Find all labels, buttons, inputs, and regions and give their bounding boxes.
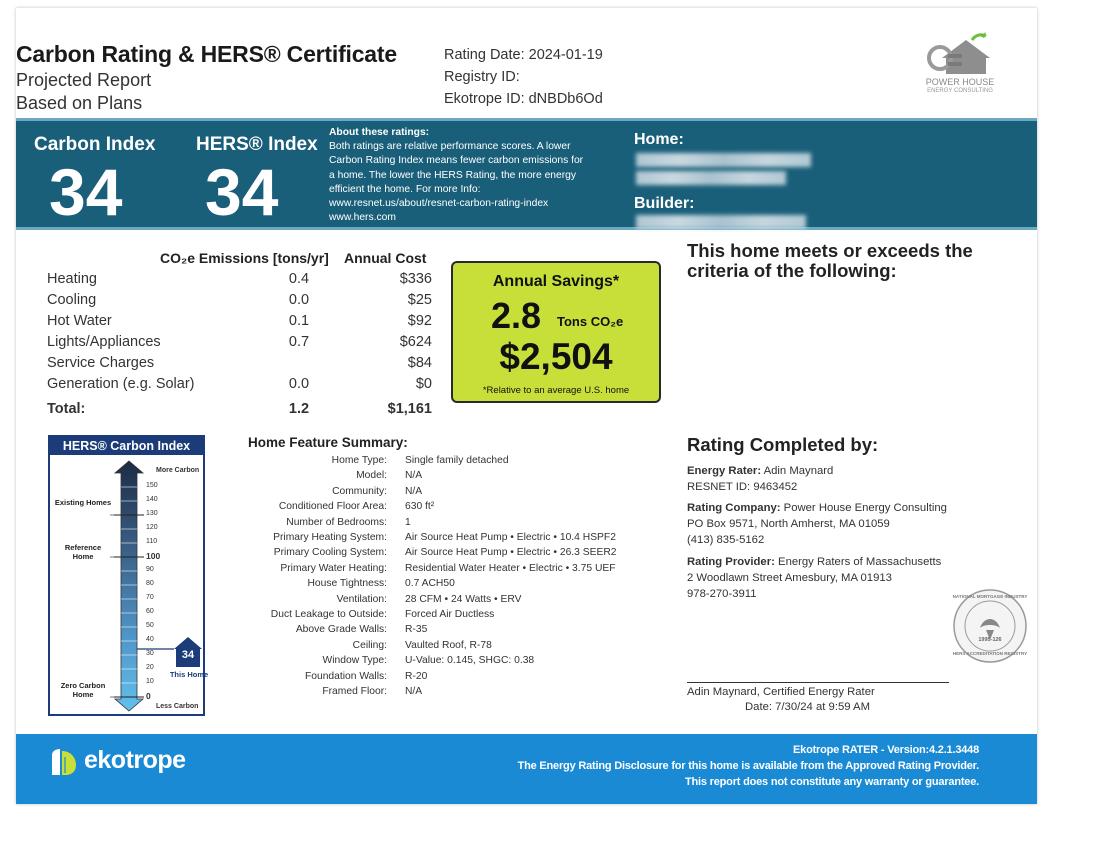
rater-version: Ekotrope RATER - Version:4.2.1.3448 [793, 744, 979, 756]
gauge-tick: 60 [146, 608, 154, 615]
about-title: About these ratings: [329, 127, 430, 138]
gauge-more-carbon: More Carbon [156, 467, 200, 474]
row-label: Lights/Appliances [47, 334, 161, 350]
feature-value: R-35 [405, 624, 428, 636]
gauge-tick: 20 [146, 664, 154, 671]
certificate-page [16, 8, 1037, 804]
feature-value: Air Source Heat Pump • Electric • 10.4 HSPF2 [405, 532, 616, 543]
gauge-title: HERS® Carbon Index [50, 437, 203, 455]
feature-key: Ventilation: [336, 593, 387, 605]
feature-key: Model: [356, 470, 387, 482]
report-type: Projected Report [16, 70, 152, 90]
carbon-index-value: 34 [49, 155, 123, 229]
signature-date: Date: 7/30/24 at 9:59 AM [745, 701, 870, 713]
rating-company-line [687, 502, 947, 514]
gauge-tick: 30 [146, 650, 154, 657]
feature-value: Vaulted Roof, R-78 [405, 639, 492, 651]
row-tons: 0.0 [288, 292, 310, 308]
gauge-tick: 10 [146, 678, 154, 685]
row-tons: 0.1 [288, 313, 310, 329]
gauge-reference-home: Reference Home [64, 543, 102, 561]
ekotrope-brand: ekotrope [84, 746, 186, 774]
row-tons: 0.4 [288, 271, 310, 287]
row-cost: $336 [399, 271, 432, 287]
emissions-row [47, 271, 432, 292]
provider-phone: 978-270-3911 [687, 588, 757, 600]
company-address: PO Box 9571, North Amherst, MA 01059 [687, 518, 890, 530]
row-cost: $84 [407, 355, 432, 371]
seal-year: 1995-126 [978, 637, 1002, 643]
rating-completed-heading: Rating Completed by: [687, 434, 879, 455]
gauge-tick: 130 [146, 510, 158, 517]
feature-row [248, 686, 668, 701]
page-title: Carbon Rating & HERS® Certificate [16, 41, 397, 67]
ekotrope-id: Ekotrope ID: dNBDb6Od [444, 91, 603, 107]
cost-col-header: Annual Cost [344, 250, 427, 266]
gauge-tick: 140 [146, 496, 158, 503]
logo-line1: POWER HOUSE [925, 77, 995, 87]
feature-key: Conditioned Floor Area: [278, 501, 387, 513]
gauge-tick: 50 [146, 622, 154, 629]
about-ratings [329, 126, 589, 225]
this-home-label: This Home [169, 670, 209, 679]
rater-label: Energy Rater: [687, 465, 762, 477]
feature-value: Air Source Heat Pump • Electric • 26.3 SEER2 [405, 547, 617, 559]
house-plug-icon [920, 32, 998, 78]
logo-line2: ENERGY CONSULTING [927, 88, 993, 94]
gauge-tick: 0 [146, 691, 151, 701]
feature-row [248, 655, 668, 670]
company-phone: (413) 835-5162 [687, 534, 765, 546]
feature-row [248, 517, 668, 532]
registry-id: Registry ID: [444, 69, 520, 85]
feature-key: Primary Cooling System: [273, 547, 387, 559]
gauge-tick: 110 [146, 538, 158, 545]
feature-key: Number of Bedrooms: [286, 516, 387, 528]
total-cost: $1,161 [387, 401, 432, 417]
report-basis: Based on Plans [16, 93, 143, 113]
feature-row [248, 501, 668, 516]
feature-value: Residential Water Heater • Electric • 3.75 UEF [405, 562, 616, 574]
provider-address: 2 Woodlawn Street Amesbury, MA 01913 [687, 572, 892, 584]
feature-value: 630 ft² [405, 501, 435, 513]
row-label: Hot Water [47, 313, 112, 329]
seal-text-top: NATIONAL MORTGAGE INDUSTRY [952, 594, 1028, 599]
gauge-tick: 150 [146, 482, 158, 489]
resnet-id: RESNET ID: 9463452 [687, 481, 798, 493]
gauge-tick: 40 [146, 636, 154, 643]
about-link-carbon[interactable]: www.resnet.us/about/resnet-carbon-rating-index [329, 198, 549, 210]
feature-value: N/A [405, 470, 423, 482]
gauge-tick: 80 [146, 580, 154, 587]
feature-key: Duct Leakage to Outside: [270, 609, 387, 620]
gauge-tick: 120 [146, 524, 158, 531]
feature-key: Primary Heating System: [273, 532, 387, 543]
feature-value: U-Value: 0.145, SHGC: 0.38 [405, 655, 535, 667]
row-tons: 0.7 [288, 334, 310, 350]
warranty-note: This report does not constitute any warranty or guarantee. [684, 776, 979, 788]
feature-row [248, 486, 668, 501]
row-cost: $92 [407, 313, 432, 329]
feature-row [248, 609, 668, 624]
company-name: Power House Energy Consulting [783, 502, 947, 514]
row-label: Service Charges [47, 355, 155, 371]
emissions-row [47, 334, 432, 355]
feature-value: 1 [405, 516, 411, 528]
feature-row [248, 470, 668, 485]
emissions-row [47, 376, 432, 397]
savings-dollars: $2,504 [499, 336, 613, 377]
feature-value: Forced Air Ductless [405, 609, 495, 620]
home-address-redacted [636, 153, 811, 167]
feature-key: House Tightness: [307, 578, 387, 590]
feature-value: 28 CFM • 24 Watts • ERV [405, 593, 522, 605]
feature-row [248, 455, 668, 470]
provider-label: Rating Provider: [687, 556, 775, 568]
feature-key: Above Grade Walls: [295, 624, 387, 636]
builder-name-redacted [636, 215, 806, 229]
provider-name: Energy Raters of Massachusetts [778, 556, 942, 568]
carbon-index-label: Carbon Index [34, 134, 156, 155]
annual-savings-box [451, 261, 661, 403]
feature-row [248, 594, 668, 609]
signature-name: Adin Maynard, Certified Energy Rater [687, 686, 875, 698]
feature-value: N/A [405, 485, 423, 497]
feature-summary-title: Home Feature Summary: [248, 435, 408, 450]
signature-line [687, 682, 949, 683]
emissions-row [47, 292, 432, 313]
emissions-total-row [47, 401, 432, 422]
savings-tons-unit: Tons CO₂e [557, 314, 624, 329]
feature-key: Window Type: [322, 655, 387, 667]
hers-carbon-gauge [48, 435, 209, 716]
row-label: Generation (e.g. Solar) [47, 376, 195, 392]
feature-row [248, 532, 668, 547]
feature-key: Home Type: [331, 455, 387, 466]
gauge-tick: 90 [146, 566, 154, 573]
row-cost: $624 [399, 334, 432, 350]
about-link-hers[interactable]: www.hers.com [329, 212, 396, 224]
rating-date: Rating Date: 2024-01-19 [444, 47, 603, 63]
criteria-heading: This home meets or exceeds the criteria of the following: [687, 240, 973, 281]
feature-value: R-20 [405, 670, 428, 682]
gauge-tick: 70 [146, 594, 154, 601]
feature-row [248, 578, 668, 593]
emissions-col-header: CO₂e Emissions [tons/yr] [160, 250, 329, 266]
feature-key: Framed Floor: [322, 686, 387, 697]
row-label: Cooling [47, 292, 97, 308]
feature-value: Single family detached [405, 455, 509, 466]
feature-value: 0.7 ACH50 [405, 578, 455, 590]
row-cost: $0 [415, 376, 432, 392]
feature-key: Ceiling: [352, 639, 387, 651]
gauge-tick: 100 [146, 551, 161, 561]
savings-tons: 2.8 [491, 295, 542, 336]
savings-note: *Relative to an average U.S. home [482, 385, 630, 396]
feature-row [248, 671, 668, 686]
footer-bar [16, 734, 1037, 804]
row-label: Heating [47, 271, 97, 287]
company-label: Rating Company: [687, 502, 781, 514]
index-band [16, 118, 1037, 230]
row-tons: 0.0 [288, 376, 310, 392]
feature-value: N/A [405, 686, 423, 697]
savings-title: Annual Savings* [492, 273, 620, 290]
gauge-zero-carbon-home: Zero Carbon Home [60, 681, 106, 699]
total-tons: 1.2 [288, 401, 310, 417]
energy-rater-line [687, 465, 833, 477]
this-home-value: 34 [181, 649, 195, 661]
feature-row [248, 640, 668, 655]
about-text: Both ratings are relative performance scores. A lower Carbon Rating Index means fewer carbon emissions for a home. The lower the HERS Rating, the more energy efficient the home. For more Info: [329, 141, 584, 195]
disclosure-note: The Energy Rating Disclosure for this home is available from the Approved Rating Provider. [517, 760, 979, 772]
home-city-redacted [636, 171, 786, 185]
gauge-existing-homes: Existing Homes [54, 498, 112, 507]
rating-provider-line [687, 556, 941, 568]
rater-name: Adin Maynard [763, 465, 834, 477]
total-label: Total: [47, 401, 86, 417]
gauge-less-carbon: Less Carbon [156, 703, 199, 710]
emissions-row [47, 313, 432, 334]
emissions-row [47, 355, 432, 376]
power-house-logo [920, 32, 998, 100]
seal-text-bottom: HERS ACCREDITATION REGISTRY [952, 651, 1028, 656]
feature-row [248, 563, 668, 578]
feature-key: Community: [332, 485, 387, 497]
feature-key: Primary Water Heating: [280, 562, 387, 574]
hers-registry-seal [952, 588, 1028, 664]
row-cost: $25 [407, 292, 432, 308]
hers-index-label: HERS® Index [196, 134, 318, 155]
hers-index-value: 34 [205, 155, 279, 229]
ekotrope-leaf-icon [48, 747, 78, 777]
feature-row [248, 547, 668, 562]
feature-key: Foundation Walls: [304, 670, 387, 682]
builder-label: Builder: [634, 195, 695, 212]
home-label: Home: [634, 131, 684, 148]
feature-row [248, 624, 668, 639]
